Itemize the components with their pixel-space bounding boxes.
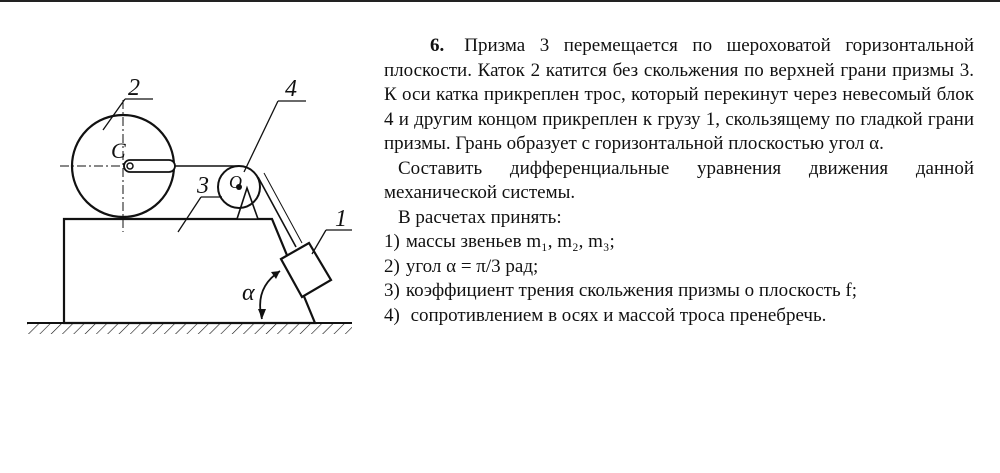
given-item: [384, 304, 974, 329]
problem-task: Составить дифференциальные уравнения движения данной механической системы.: [384, 157, 974, 203]
given-item-text: коэффициент трения скольжения призмы о плоскость f;: [405, 280, 857, 301]
label-angle-alpha: α: [242, 280, 255, 306]
problem-statement: [384, 34, 974, 157]
rope-inclined: [258, 177, 296, 247]
problem-text: [384, 34, 974, 328]
given-item-text: сопротивлением в осях и массой троса пренебречь.: [405, 304, 827, 326]
label-prism-3: 3: [197, 173, 209, 199]
label-center-o: O: [229, 172, 242, 192]
mechanism-figure: [0, 0, 370, 360]
given-heading: В расчетах принять:: [398, 206, 562, 228]
mechanism-diagram: [0, 0, 370, 360]
given-item-number: 1): [384, 231, 400, 252]
problem-number: 6.: [430, 35, 445, 56]
given-item-text: угол α = π/3 рад;: [405, 255, 539, 277]
given-item: [384, 279, 974, 304]
label-roller-2: 2: [128, 75, 140, 101]
given-item: [384, 230, 974, 255]
leader-1: [312, 230, 326, 254]
given-item: [384, 255, 974, 280]
angle-arrow-down: [258, 309, 266, 319]
roller-axle-end: [127, 163, 133, 169]
label-center-c: C: [111, 138, 126, 163]
given-item-number: 2): [384, 255, 400, 277]
leader-4: [244, 101, 278, 172]
rope-inclined-2: [264, 173, 302, 243]
problem-statement-text: Призма 3 перемещается по шероховатой горизонтальной плоскости. Каток 2 катится без скольжения по верхней грани призмы 3. К оси катка прикреплен трос, который перекинут через невесомый блок 4 и другим концом прикреплен к грузу 1, скользящему по гладкой грани призмы. Грань образует с горизонтальной плоскостью угол α.: [384, 35, 974, 154]
leader-3: [178, 197, 201, 232]
label-pulley-4: 4: [285, 76, 297, 102]
given-item-number: 4): [384, 304, 400, 326]
prism-3: [64, 219, 315, 323]
given-list: [384, 230, 974, 328]
weight-1: [281, 243, 331, 297]
label-weight-1: 1: [335, 206, 347, 232]
given-item-number: 3): [384, 280, 400, 301]
ground-hatching: [27, 324, 352, 334]
given-item-text: массы звеньев m₁, m₂, m₃;: [405, 231, 615, 252]
pulley-support: [237, 188, 258, 219]
